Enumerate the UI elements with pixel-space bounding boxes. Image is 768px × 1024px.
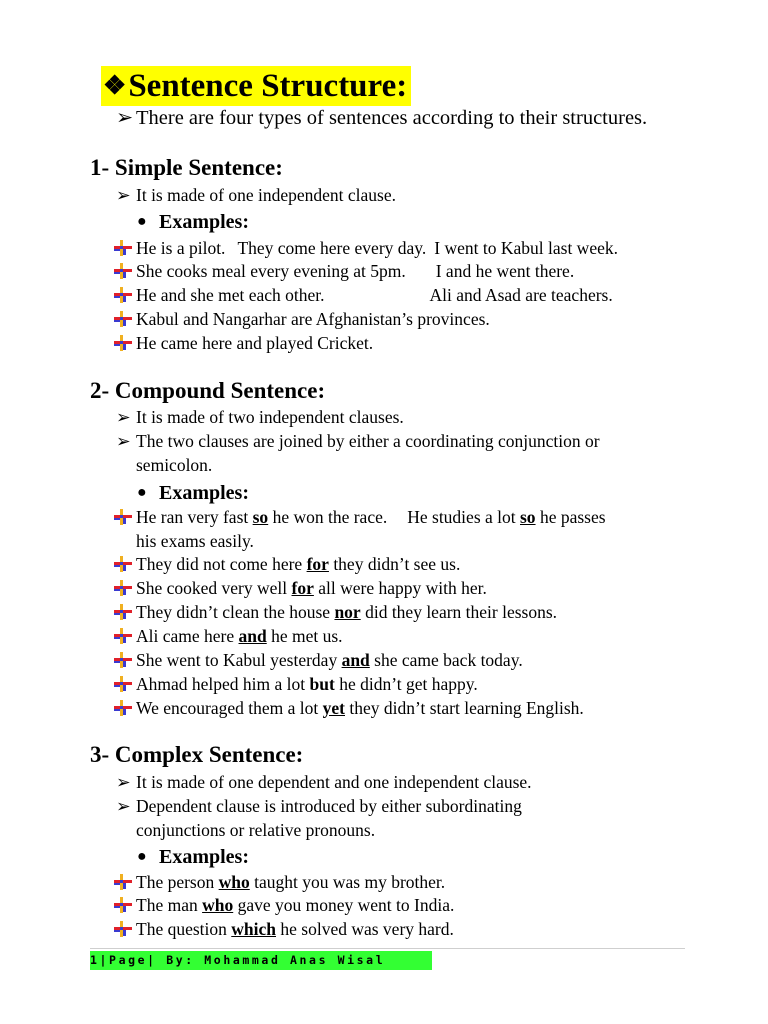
conjunction-keyword: and — [238, 626, 267, 646]
examples-label: ● Examples: — [137, 846, 249, 868]
example-item: She cooks meal every evening at 5pm. I and he went there. — [114, 259, 574, 283]
pushpin-icon — [114, 921, 134, 937]
round-bullet-icon: ● — [137, 484, 147, 501]
conjunction-keyword: so — [520, 507, 536, 527]
example-item: He is a pilot. They come here every day. I went to Kabul last week. — [114, 236, 618, 260]
conjunction-keyword: so — [252, 507, 269, 527]
pushpin-icon — [114, 263, 134, 279]
pushpin-icon — [114, 897, 134, 913]
example-item: Kabul and Nangarhar are Afghanistan’s provinces. — [114, 307, 490, 331]
section-heading: 2- Compound Sentence: — [90, 378, 326, 403]
conjunction-keyword: but — [309, 674, 335, 694]
examples-label: ● Examples: — [137, 482, 249, 504]
relative-pronoun-keyword: which — [231, 919, 276, 939]
arrowhead-icon: ➢ — [116, 107, 134, 129]
footer-divider — [90, 948, 685, 949]
arrowhead-icon: ➢ — [116, 185, 131, 205]
section-heading: 1- Simple Sentence: — [90, 155, 283, 180]
point: ➢ It is made of one independent clause. — [116, 185, 396, 205]
example-item: The person who taught you was my brother. — [114, 870, 445, 894]
pushpin-icon — [114, 335, 134, 351]
pushpin-icon — [114, 874, 134, 890]
relative-pronoun-keyword: who — [218, 872, 250, 892]
intro-point: ➢ There are four types of sentences according to their structures. — [116, 107, 648, 129]
four-diamond-icon: ❖ — [103, 71, 127, 100]
round-bullet-icon: ● — [137, 213, 147, 230]
conjunction-keyword: for — [291, 578, 314, 598]
example-item: The question which he solved was very hard. — [114, 917, 454, 941]
conjunction-keyword: for — [306, 554, 329, 574]
point: ➢ It is made of two independent clauses. — [116, 407, 404, 427]
page-footer: 1|Page| By: Mohammad Anas Wisal — [90, 951, 432, 970]
conjunction-keyword: nor — [334, 602, 361, 622]
pushpin-icon — [114, 580, 134, 596]
point-continuation: semicolon. — [136, 455, 213, 475]
point: ➢ The two clauses are joined by either a coordinating conjunction or — [116, 431, 600, 451]
conjunction-keyword: yet — [322, 698, 345, 718]
pushpin-icon — [114, 628, 134, 644]
pushpin-icon — [114, 509, 134, 525]
arrowhead-icon: ➢ — [116, 407, 131, 427]
example-item: He ran very fast so he won the race. He studies a lot so he passes — [114, 505, 606, 529]
point: ➢ It is made of one dependent and one independent clause. — [116, 772, 532, 792]
example-item: They did not come here for they didn’t see us. — [114, 552, 460, 576]
point-continuation: conjunctions or relative pronouns. — [136, 820, 376, 840]
relative-pronoun-keyword: who — [202, 895, 234, 915]
conjunction-keyword: and — [341, 650, 370, 670]
pushpin-icon — [114, 652, 134, 668]
example-item: Ali came here and he met us. — [114, 624, 343, 648]
pushpin-icon — [114, 604, 134, 620]
pushpin-icon — [114, 676, 134, 692]
pushpin-icon — [114, 556, 134, 572]
example-item: He came here and played Cricket. — [114, 331, 373, 355]
examples-label: ● Examples: — [137, 211, 249, 233]
pushpin-icon — [114, 287, 134, 303]
round-bullet-icon: ● — [137, 848, 147, 865]
page-title: ❖Sentence Structure: — [101, 66, 411, 106]
arrowhead-icon: ➢ — [116, 772, 131, 792]
pushpin-icon — [114, 311, 134, 327]
example-item: Ahmad helped him a lot but he didn’t get happy. — [114, 672, 478, 696]
point: ➢ Dependent clause is introduced by either subordinating — [116, 796, 522, 816]
example-item: He and she met each other. Ali and Asad are teachers. — [114, 283, 613, 307]
example-item: She went to Kabul yesterday and she came back today. — [114, 648, 523, 672]
example-item: They didn’t clean the house nor did they learn their lessons. — [114, 600, 557, 624]
example-continuation: his exams easily. — [136, 531, 254, 551]
arrowhead-icon: ➢ — [116, 431, 131, 451]
pushpin-icon — [114, 240, 134, 256]
example-item: The man who gave you money went to India. — [114, 893, 454, 917]
pushpin-icon — [114, 700, 134, 716]
example-item: She cooked very well for all were happy with her. — [114, 576, 487, 600]
example-item: We encouraged them a lot yet they didn’t start learning English. — [114, 696, 584, 720]
arrowhead-icon: ➢ — [116, 796, 131, 816]
section-heading: 3- Complex Sentence: — [90, 742, 304, 767]
